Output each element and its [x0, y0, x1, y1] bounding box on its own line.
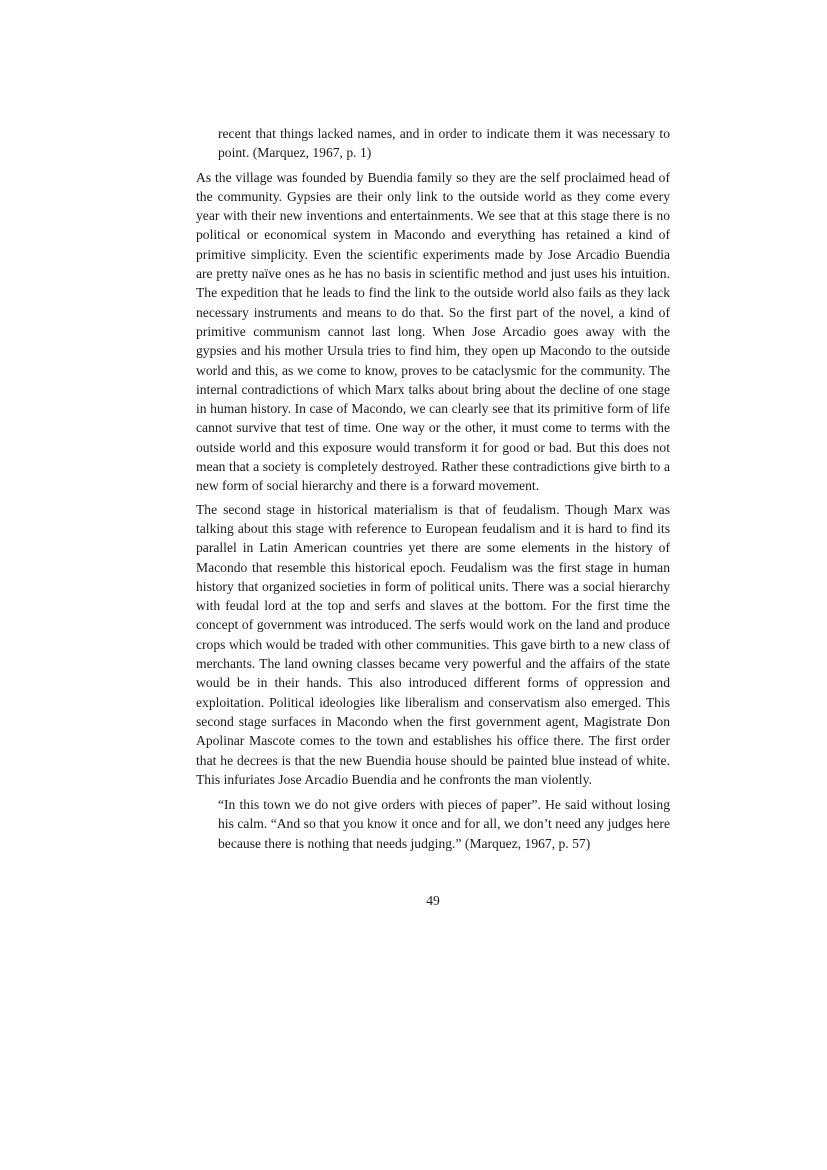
document-page	[196, 124, 670, 853]
block-quote-top: recent that things lacked names, and in order to indicate them it was necessary to point. (Marquez, 1967, p. 1)	[218, 126, 670, 161]
block-quote-bottom: “In this town we do not give orders with pieces of paper”. He said without losing his calm. “And so that you know it once and for all, we don’t need any judges here because there is nothing that needs judging.” (Marquez, 1967, p. 57)	[218, 797, 670, 851]
body-paragraph-1: As the village was founded by Buendia family so they are the self proclaimed head of the community. Gypsies are their only link to the outside world as they come every year with their new inventions and entertainments. We see that at this stage there is no political or economical system in Macondo and everything has retained a kind of primitive simplicity. Even the scientific experiments made by Jose Arcadio Buendia are pretty naïve ones as he has no basis in scientific method and just uses his intuition. The expedition that he leads to find the link to the outside world also fails as they lack necessary instruments and means to do that. So the first part of the novel, a kind of primitive communism cannot last long. When Jose Arcadio goes away with the gypsies and his mother Ursula tries to find him, they open up Macondo to the outside world and this, as we come to know, proves to be cataclysmic for the community. The internal contradictions of which Marx talks about bring about the decline of one stage in human history. In case of Macondo, we can clearly see that its primitive form of life cannot survive that test of time. One way or the other, it must come to terms with the outside world and this exposure would transform it for good or bad. But this does not mean that a society is completely destroyed. Rather these contradictions give birth to a new form of social hierarchy and there is a forward movement.	[196, 169, 670, 494]
page-number: 49	[426, 893, 440, 908]
body-paragraph-2: The second stage in historical materialism is that of feudalism. Though Marx was talking about this stage with reference to European feudalism and it is hard to find its parallel in Latin American countries yet there are some elements in the history of Macondo that resemble this historical epoch. Feudalism was the first stage in human history that organized societies in form of political units. There was a social hierarchy with feudal lord at the top and serfs and slaves at the bottom. For the first time the concept of government was introduced. The serfs would work on the land and produce crops which would be traded with other communities. This gave birth to a new class of merchants. The land owning classes became very powerful and the affairs of the state would be in their hands. This also introduced different forms of oppression and exploitation. Political ideologies like liberalism and conservatism also emerged. This second stage surfaces in Macondo when the first government agent, Magistrate Don Apolinar Mascote comes to the town and establishes his office there. The first order that he decrees is that the new Buendia house should be painted blue instead of white. This infuriates Jose Arcadio Buendia and he confronts the man violently.	[196, 501, 670, 787]
